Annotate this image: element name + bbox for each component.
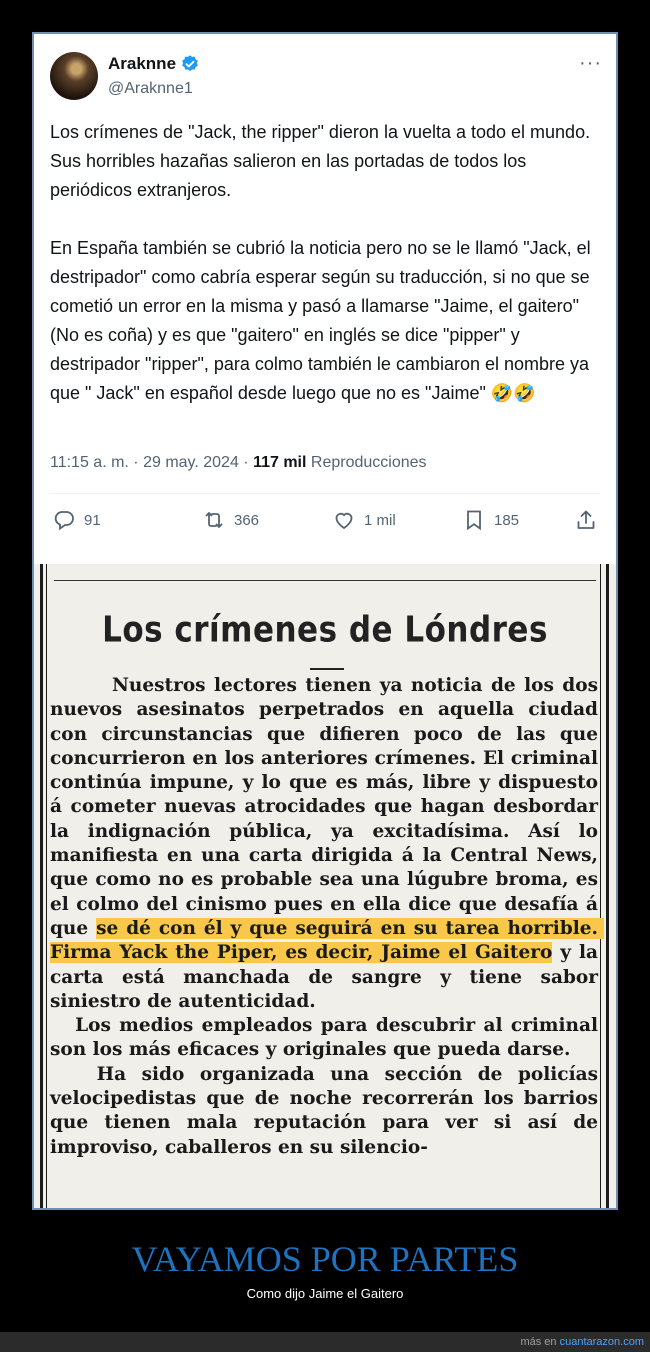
bookmark-icon <box>462 508 486 532</box>
clipping-text-after: y la carta está manchada de sangre y tiene sabor siniestro de autenticidad. Los medios empleados para descubrir al criminal son los más eficaces y originales que pueda darse. Ha sido organizada una sección de policías velocipedistas que de noche recorrerán los barrios que tienen mala reputación para ver si así de improviso, caballeros en su silencio- <box>50 942 598 1158</box>
caption-title: VAYAMOS POR PARTES <box>131 1239 519 1279</box>
reply-button[interactable] <box>52 508 101 532</box>
action-bar <box>50 508 602 540</box>
avatar[interactable] <box>50 52 98 100</box>
timestamp[interactable]: 11:15 a. m. · 29 may. 2024 · <box>50 454 254 471</box>
reply-count: 91 <box>84 511 101 529</box>
heart-icon <box>332 508 356 532</box>
divider <box>50 493 600 494</box>
clipping-border-left-inner <box>46 564 47 1210</box>
retweet-icon <box>202 508 226 532</box>
bookmark-count: 185 <box>494 511 520 529</box>
share-icon <box>574 508 598 532</box>
clipping-border-left <box>40 564 43 1210</box>
like-button[interactable] <box>332 508 396 532</box>
retweet-count: 366 <box>234 511 260 529</box>
clipping-border-right <box>606 564 609 1210</box>
retweet-button[interactable] <box>202 508 259 532</box>
handle[interactable]: @Araknne1 <box>108 80 193 97</box>
more-options-icon[interactable]: ··· <box>579 52 602 74</box>
share-button[interactable] <box>574 508 606 532</box>
clipping-text-before: Nuestros lectores tienen ya noticia de los dos nuevos asesinatos perpetrados en aquella ciudad con circunstancias que difieren poco de las que concurrieron en los anteriores crímenes. El criminal continúa impune, y lo que es más, libre y dispuesto á cometer nuevas atrocidades que hagan desbordar la indignación pública, ya excitadísima. Así lo manifiesta en una carta dirigida á la Central News, que como no es probable sea una lúgubre broma, es el colmo del cinismo pues en ella dice que desafía á que <box>50 675 605 939</box>
clipping-body <box>50 674 605 1160</box>
tweet-meta <box>50 454 427 472</box>
verified-badge-icon <box>180 54 200 74</box>
tweet-card <box>34 34 616 562</box>
clipping-title-rule <box>310 668 344 670</box>
footer-bar <box>0 1332 650 1352</box>
reply-icon <box>52 508 76 532</box>
clipping-top-rule <box>54 580 596 581</box>
footer-site-link[interactable]: cuantarazon.com <box>559 1336 644 1348</box>
caption-subtitle: Como dijo Jaime el Gaitero <box>246 1286 404 1301</box>
tweet-text: Los crímenes de "Jack, the ripper" dieron la vuelta a todo el mundo. Sus horribles hazañas salieron en las portadas de todos los periódicos extranjeros. En España también se cubrió la noticia pero no se le llamó "Jack, el destripador" como cabría esperar según su traducción, si no que se cometió un error en la misma y pasó a llamarse "Jaime, el gaitero" (No es coña) y es que "gaitero" en inglés se dice "pipper" y destripador "ripper", para colmo también le cambiaron el nombre ya que " Jack" en español desde luego que no es "Jaime" 🤣🤣 <box>50 122 591 403</box>
views-count: 117 mil <box>253 454 307 471</box>
like-count: 1 mil <box>364 511 396 529</box>
author-row <box>108 54 200 74</box>
footer-prefix: más en <box>520 1336 560 1348</box>
clipping-title: Los crímenes de Lóndres <box>102 609 548 651</box>
bookmark-button[interactable] <box>462 508 519 532</box>
post-frame <box>32 32 618 1210</box>
newspaper-clipping <box>34 564 616 1210</box>
clipping-highlighted-text: se dé con él y que seguirá en su tarea horrible. Firma Yack the Piper, es decir, Jaime el Gaitero <box>50 917 605 964</box>
display-name[interactable]: Araknne <box>108 54 177 73</box>
views-label: Reproducciones <box>306 454 427 471</box>
